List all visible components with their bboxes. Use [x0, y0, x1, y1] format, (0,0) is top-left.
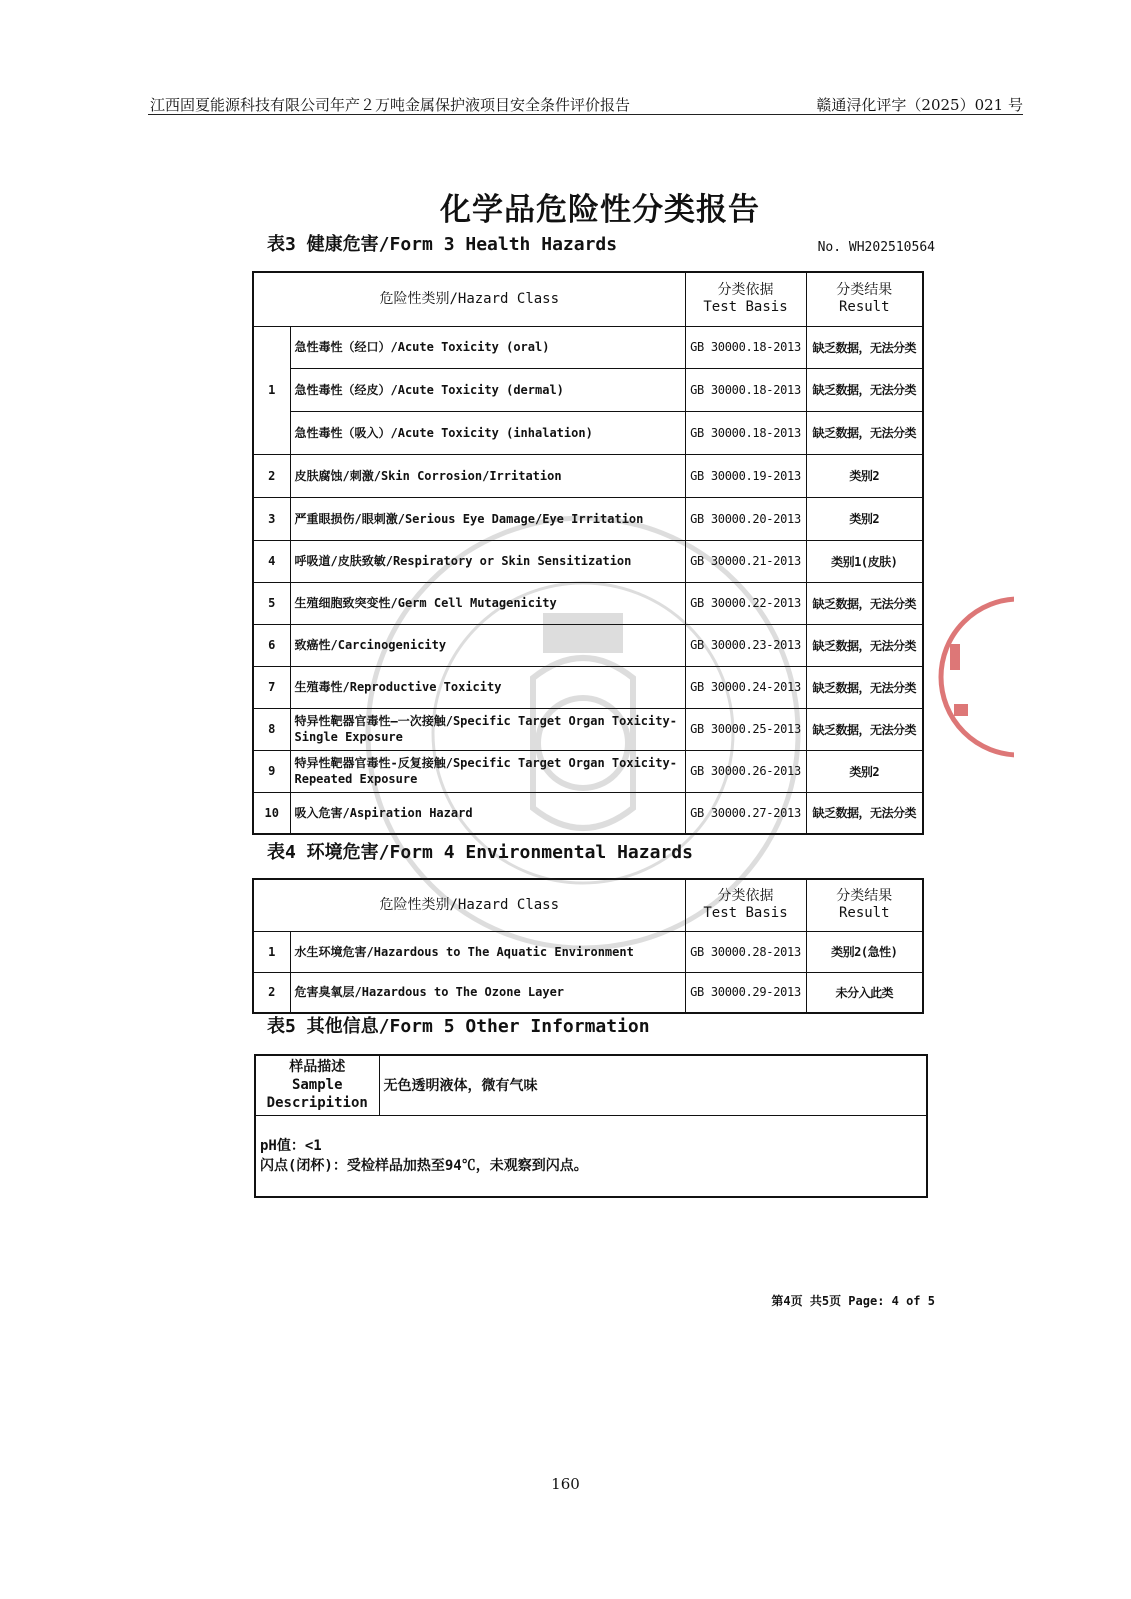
test-basis-cell: GB 30000.28-2013: [685, 931, 806, 972]
table-row: [253, 582, 923, 624]
table-header-row: [253, 879, 923, 931]
sample-label-cn: 样品描述: [289, 1059, 346, 1076]
result-header: [806, 879, 923, 931]
sample-row: [255, 1055, 927, 1115]
sample-label-en-1: Sample: [291, 1077, 343, 1094]
table-row: [253, 972, 923, 1013]
row-number: 9: [253, 750, 290, 792]
test-basis-cell: GB 30000.18-2013: [685, 326, 806, 368]
sample-label-en-2: Descripition: [266, 1095, 368, 1112]
hazard-class-cell: 特异性靶器官毒性—一次接触/Specific Target Organ Toxicity-Single Exposure: [290, 708, 685, 750]
hazard-class-cell: 危害臭氧层/Hazardous to The Ozone Layer: [290, 972, 685, 1013]
row-number: 2: [253, 972, 290, 1013]
row-number: 2: [253, 454, 290, 497]
test-basis-cell: GB 30000.18-2013: [685, 411, 806, 454]
hazard-class-cell: 吸入危害/Aspiration Hazard: [290, 792, 685, 834]
row-number: 4: [253, 540, 290, 582]
test-basis-cell: GB 30000.23-2013: [685, 624, 806, 666]
test-basis-cell: GB 30000.22-2013: [685, 582, 806, 624]
result-cell: 类别2: [806, 454, 923, 497]
table-row: [253, 931, 923, 972]
result-cell: 未分入此类: [806, 972, 923, 1013]
test-basis-cell: GB 30000.29-2013: [685, 972, 806, 1013]
result-cell: 缺乏数据，无法分类: [806, 666, 923, 708]
test-basis-header-cn: 分类依据: [717, 282, 774, 299]
hazard-class-cell: 急性毒性（经口）/Acute Toxicity (oral): [290, 326, 685, 368]
row-number: 1: [253, 931, 290, 972]
result-header-cn: 分类结果: [836, 888, 893, 905]
hazard-class-cell: 生殖毒性/Reproductive Toxicity: [290, 666, 685, 708]
hazard-class-header: 危险性类别/Hazard Class: [253, 272, 685, 326]
health-hazards-table: [252, 271, 924, 835]
other-info-row: [255, 1115, 927, 1197]
row-number: 5: [253, 582, 290, 624]
table-row: [253, 792, 923, 834]
table-row: [253, 368, 923, 411]
test-basis-header-en: Test Basis: [703, 299, 788, 316]
running-header-title: 江西固夏能源科技有限公司年产２万吨金属保护液项目安全条件评价报告: [150, 96, 631, 114]
form5-title: 表5 其他信息/Form 5 Other Information: [267, 1016, 650, 1037]
sample-description-label: [255, 1055, 379, 1115]
table-row: [253, 411, 923, 454]
header-rule: [148, 114, 1023, 115]
red-seal-partial: [934, 592, 1014, 762]
test-basis-cell: GB 30000.19-2013: [685, 454, 806, 497]
result-cell: 类别2: [806, 750, 923, 792]
hazard-class-cell: 水生环境危害/Hazardous to The Aquatic Environment: [290, 931, 685, 972]
other-information-table: [254, 1054, 928, 1198]
test-basis-cell: GB 30000.18-2013: [685, 368, 806, 411]
form4-title: 表4 环境危害/Form 4 Environmental Hazards: [267, 842, 693, 863]
result-cell: 缺乏数据，无法分类: [806, 368, 923, 411]
test-basis-cell: GB 30000.21-2013: [685, 540, 806, 582]
result-header: [806, 272, 923, 326]
result-cell: 缺乏数据，无法分类: [806, 582, 923, 624]
result-cell: 类别1(皮肤): [806, 540, 923, 582]
test-basis-cell: GB 30000.20-2013: [685, 497, 806, 540]
hazard-class-cell: 致癌性/Carcinogenicity: [290, 624, 685, 666]
table-row: [253, 454, 923, 497]
test-basis-header-cn: 分类依据: [717, 888, 774, 905]
test-basis-cell: GB 30000.26-2013: [685, 750, 806, 792]
row-number: 3: [253, 497, 290, 540]
running-header-doc-number: 赣通浔化评字（2025）021 号: [816, 96, 1023, 114]
row-number: 7: [253, 666, 290, 708]
result-cell: 类别2: [806, 497, 923, 540]
form3-title: 表3 健康危害/Form 3 Health Hazards: [267, 234, 618, 255]
row-number: 8: [253, 708, 290, 750]
table-row: [253, 540, 923, 582]
hazard-class-cell: 急性毒性（吸入）/Acute Toxicity (inhalation): [290, 411, 685, 454]
other-info-cell: [255, 1115, 927, 1197]
hazard-class-cell: 特异性靶器官毒性-反复接触/Specific Target Organ Toxicity-Repeated Exposure: [290, 750, 685, 792]
table-header-row: [253, 272, 923, 326]
sample-description-value: 无色透明液体，微有气味: [379, 1055, 927, 1115]
result-cell: 缺乏数据，无法分类: [806, 624, 923, 666]
flash-point: 闪点(闭杯)：受检样品加热至94℃，未观察到闪点。: [260, 1157, 588, 1174]
result-cell: 类别2(急性): [806, 931, 923, 972]
test-basis-header: [685, 879, 806, 931]
test-basis-cell: GB 30000.25-2013: [685, 708, 806, 750]
table-row: [253, 326, 923, 368]
page-number: 第4页 共5页 Page: 4 of 5: [771, 1294, 935, 1308]
hazard-class-header: 危险性类别/Hazard Class: [253, 879, 685, 931]
hazard-class-cell: 严重眼损伤/眼刺激/Serious Eye Damage/Eye Irritation: [290, 497, 685, 540]
folio-number: 160: [551, 1475, 580, 1493]
table-row: [253, 708, 923, 750]
result-header-en: Result: [838, 905, 890, 922]
test-basis-cell: GB 30000.24-2013: [685, 666, 806, 708]
result-cell: 缺乏数据，无法分类: [806, 411, 923, 454]
ph-value: pH值：<1: [260, 1137, 322, 1154]
row-number: 6: [253, 624, 290, 666]
table-row: [253, 497, 923, 540]
report-title: 化学品危险性分类报告: [440, 192, 760, 228]
hazard-class-cell: 皮肤腐蚀/刺激/Skin Corrosion/Irritation: [290, 454, 685, 497]
result-header-cn: 分类结果: [836, 282, 893, 299]
hazard-class-cell: 呼吸道/皮肤致敏/Respiratory or Skin Sensitization: [290, 540, 685, 582]
row-number: 10: [253, 792, 290, 834]
result-cell: 缺乏数据，无法分类: [806, 326, 923, 368]
hazard-class-cell: 急性毒性（经皮）/Acute Toxicity (dermal): [290, 368, 685, 411]
environmental-hazards-table: [252, 878, 924, 1014]
hazard-class-cell: 生殖细胞致突变性/Germ Cell Mutagenicity: [290, 582, 685, 624]
result-cell: 缺乏数据，无法分类: [806, 792, 923, 834]
result-header-en: Result: [838, 299, 890, 316]
test-basis-header-en: Test Basis: [703, 905, 788, 922]
table-row: [253, 624, 923, 666]
row-number: 1: [253, 326, 290, 454]
result-cell: 缺乏数据，无法分类: [806, 708, 923, 750]
report-number: No. WH202510564: [817, 240, 935, 255]
table-row: [253, 750, 923, 792]
test-basis-cell: GB 30000.27-2013: [685, 792, 806, 834]
table-row: [253, 666, 923, 708]
test-basis-header: [685, 272, 806, 326]
